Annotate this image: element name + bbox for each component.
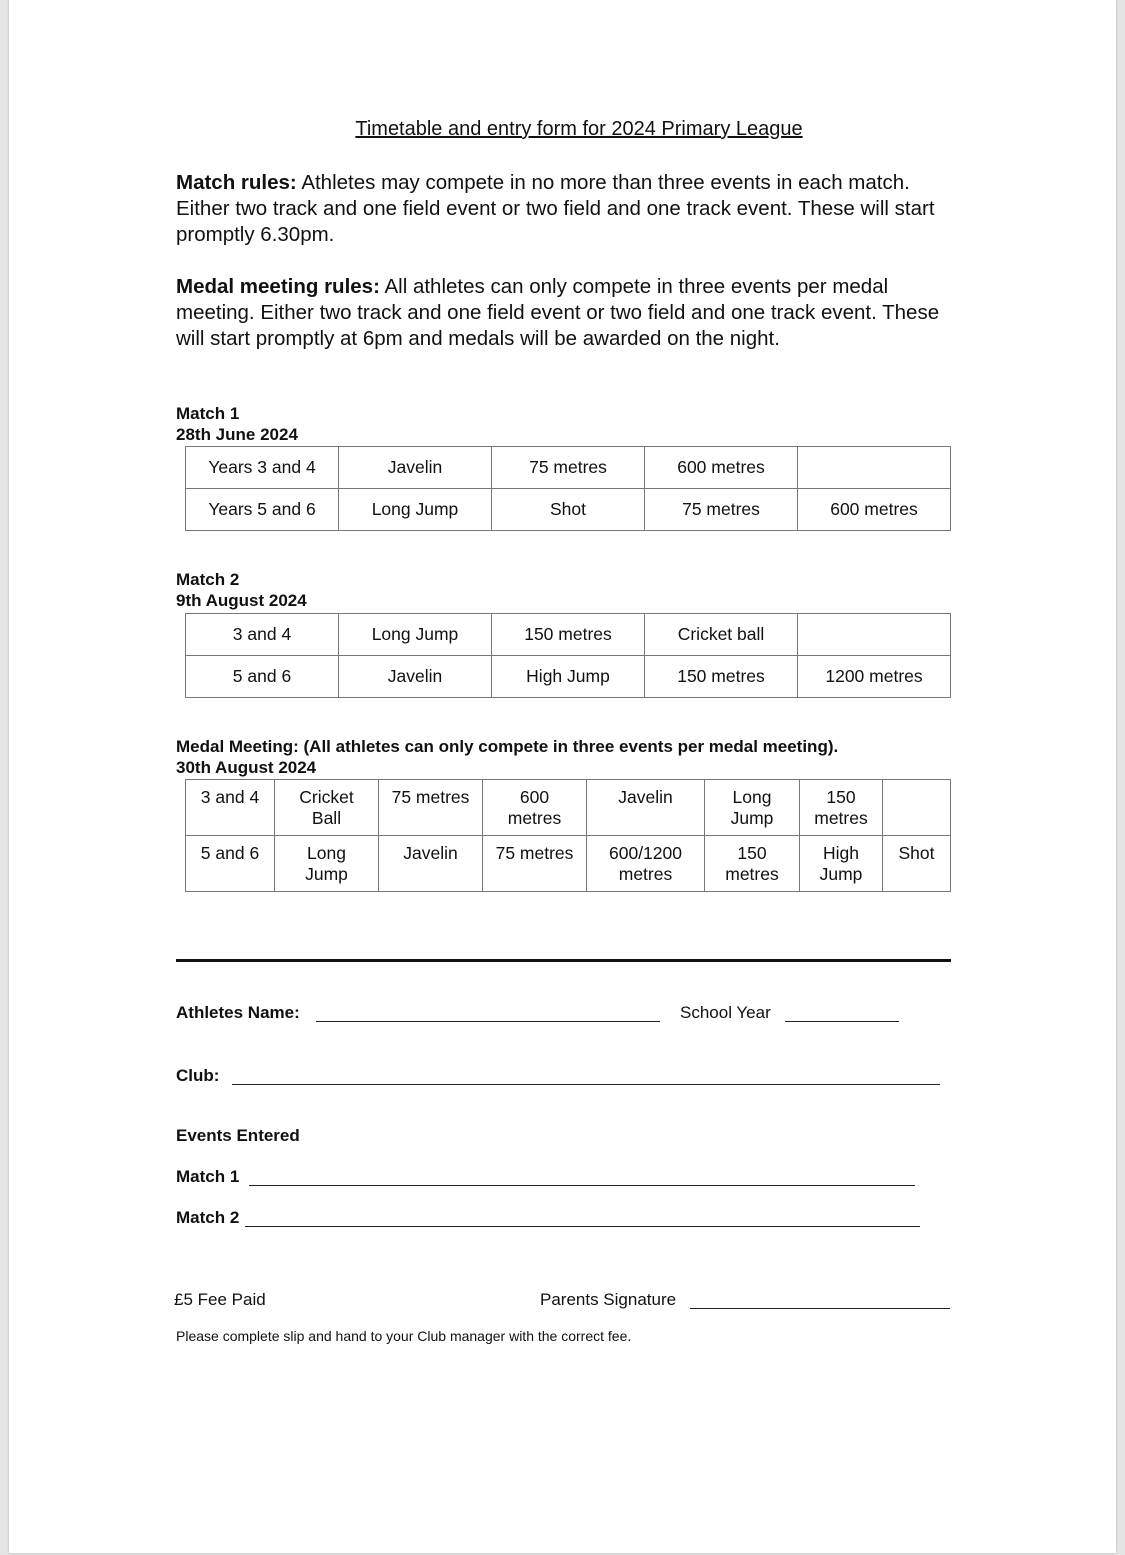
match2-date: 9th August 2024 xyxy=(176,591,307,610)
table-row xyxy=(186,780,951,836)
table-cell: Cricket ball xyxy=(645,614,798,656)
table-cell xyxy=(883,780,951,836)
table-cell: 75 metres xyxy=(645,489,798,531)
match1-table xyxy=(185,446,951,531)
parents-signature-label: Parents Signature xyxy=(540,1290,677,1309)
table-cell: High Jump xyxy=(492,656,645,698)
table-cell: Shot xyxy=(883,836,951,892)
table-cell: 75 metres xyxy=(483,836,587,892)
match2-table xyxy=(185,613,951,698)
document-page xyxy=(9,0,1116,1553)
table-cell: 3 and 4 xyxy=(186,614,339,656)
match-rules-paragraph xyxy=(176,170,966,248)
medal-rules-label: Medal meeting rules: xyxy=(176,275,380,298)
events-entered-heading: Events Entered xyxy=(176,1126,300,1145)
match1-date: 28th June 2024 xyxy=(176,425,298,444)
table-cell: 150 metres xyxy=(705,836,800,892)
table-row xyxy=(186,447,951,489)
table-cell: 150 metres xyxy=(492,614,645,656)
match2-entry-label: Match 2 xyxy=(176,1208,240,1227)
table-cell: Years 3 and 4 xyxy=(186,447,339,489)
table-cell: 3 and 4 xyxy=(186,780,275,836)
table-cell: High Jump xyxy=(800,836,883,892)
medal-meeting-heading: Medal Meeting: (All athletes can only compete in three events per medal meeting). xyxy=(176,737,839,756)
parents-signature-field[interactable] xyxy=(690,1308,950,1309)
medal-meeting-date: 30th August 2024 xyxy=(176,758,317,777)
table-cell: Years 5 and 6 xyxy=(186,489,339,531)
table-cell xyxy=(798,447,951,489)
table-row xyxy=(186,489,951,531)
table-cell: Javelin xyxy=(339,447,492,489)
footer-note: Please complete slip and hand to your Club manager with the correct fee. xyxy=(176,1328,632,1344)
table-cell xyxy=(798,614,951,656)
fee-paid-label: £5 Fee Paid xyxy=(174,1290,266,1309)
table-row xyxy=(186,836,951,892)
club-field[interactable] xyxy=(232,1084,940,1085)
table-cell: 1200 metres xyxy=(798,656,951,698)
match2-heading: Match 2 xyxy=(176,570,240,589)
medal-rules-paragraph xyxy=(176,274,966,352)
table-cell: 600/1200 metres xyxy=(587,836,705,892)
table-cell: 600 metres xyxy=(483,780,587,836)
table-cell: 75 metres xyxy=(492,447,645,489)
club-label: Club: xyxy=(176,1066,220,1085)
match1-entry-label: Match 1 xyxy=(176,1167,240,1186)
table-cell: Cricket Ball xyxy=(275,780,379,836)
table-cell: Long Jump xyxy=(275,836,379,892)
table-cell: Javelin xyxy=(339,656,492,698)
table-cell: 75 metres xyxy=(379,780,483,836)
table-cell: Long Jump xyxy=(705,780,800,836)
match1-heading: Match 1 xyxy=(176,404,240,423)
table-cell: Shot xyxy=(492,489,645,531)
table-cell: 150 metres xyxy=(645,656,798,698)
athlete-name-label: Athletes Name: xyxy=(176,1003,300,1022)
table-cell: 5 and 6 xyxy=(186,656,339,698)
medal-rules-text: All athletes can only compete in three events per medal meeting. Either two track and one field event or two field and one track event. These will start promptly at 6pm and medals will be awarded on the night. xyxy=(176,275,940,350)
table-cell: Javelin xyxy=(587,780,705,836)
table-cell: 150 metres xyxy=(800,780,883,836)
table-row xyxy=(186,656,951,698)
table-cell: 5 and 6 xyxy=(186,836,275,892)
match-rules-text: Athletes may compete in no more than three events in each match. Either two track and one field event or two field and one track event. These will start promptly 6.30pm. xyxy=(176,171,935,246)
medal-meeting-table xyxy=(185,779,951,892)
match-rules-label: Match rules: xyxy=(176,171,297,194)
athlete-name-field[interactable] xyxy=(316,1021,660,1022)
school-year-field[interactable] xyxy=(785,1021,899,1022)
school-year-label: School Year xyxy=(680,1003,771,1022)
match2-entry-field[interactable] xyxy=(245,1226,920,1227)
section-divider xyxy=(176,959,951,962)
page-title: Timetable and entry form for 2024 Primary League xyxy=(355,118,803,140)
table-cell: 600 metres xyxy=(645,447,798,489)
table-cell: Long Jump xyxy=(339,489,492,531)
table-cell: Long Jump xyxy=(339,614,492,656)
table-cell: Javelin xyxy=(379,836,483,892)
table-cell: 600 metres xyxy=(798,489,951,531)
match1-entry-field[interactable] xyxy=(249,1185,915,1186)
table-row xyxy=(186,614,951,656)
